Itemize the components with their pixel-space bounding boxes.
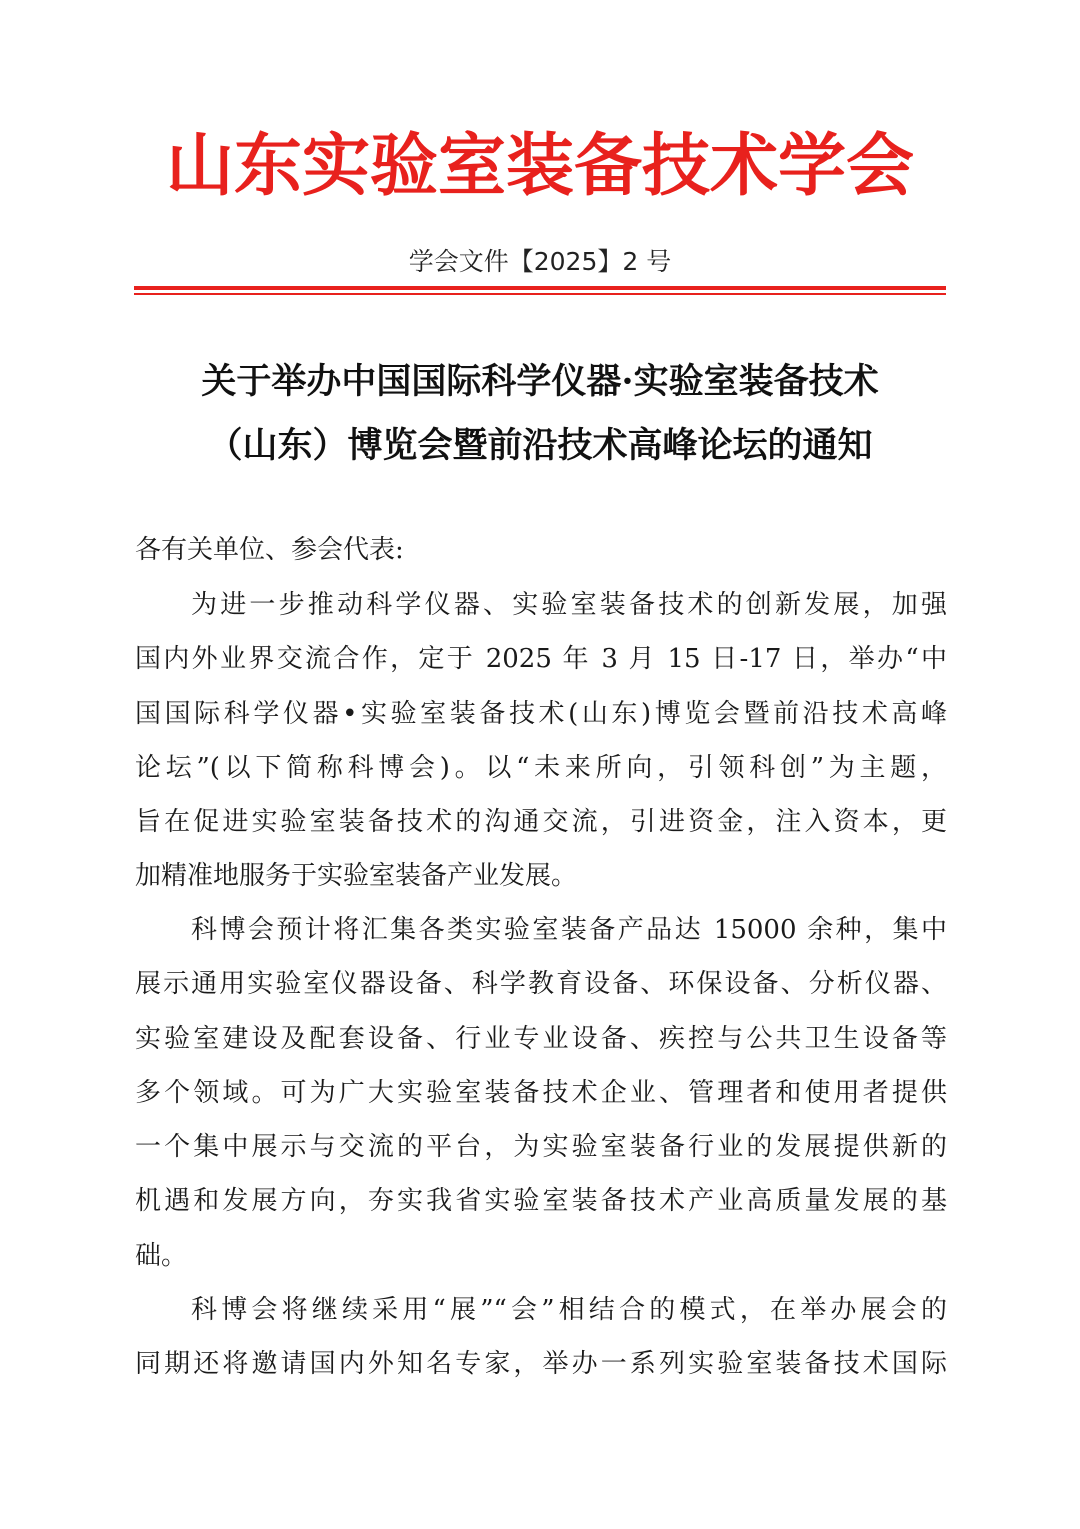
paragraph-line: 机遇和发展方向，夯实我省实验室装备技术产业高质量发展的基 [135,1186,947,1217]
notice-title [80,350,1000,478]
organization-header-title: 山东实验室装备技术学会 [165,127,914,206]
salutation: 各有关单位、参会代表: [135,535,404,565]
paragraph-line: 为进一步推动科学仪器、实验室装备技术的创新发展，加强 [191,590,947,620]
red-header-rule-thick [134,286,946,290]
paragraph-1 [135,578,947,904]
red-header-rule-thin [134,293,946,295]
paragraph-line: 论坛”(以下简称科博会)。以“未来所向，引领科创”为主题， [135,752,947,783]
paragraph-line: 加精准地服务于实验室装备产业发展。 [135,861,578,892]
document-number: 学会文件【2025】2 号 [408,247,672,276]
paragraph-line: 展示通用实验室仪器设备、科学教育设备、环保设备、分析仪器、 [135,969,947,1000]
paragraph-line: 础。 [135,1240,188,1271]
paragraph-line: 科博会将继续采用“展”“会”相结合的模式，在举办展会的 [191,1295,947,1325]
notice-title-line-2: （山东）博览会暨前沿技术高峰论坛的通知 [207,425,873,466]
paragraph-3 [135,1283,947,1392]
paragraph-line: 旨在促进实验室装备技术的沟通交流，引进资金，注入资本，更 [135,807,947,838]
paragraph-line: 实验室建设及配套设备、行业专业设备、疾控与公共卫生设备等 [135,1023,947,1054]
paragraph-2 [135,903,947,1283]
paragraph-line: 多个领域。可为广大实验室装备技术企业、管理者和使用者提供 [135,1077,947,1108]
paragraph-line: 科博会预计将汇集各类实验室装备产品达 15000 余种，集中 [191,915,947,945]
paragraph-line: 国内外业界交流合作，定于 2025 年 3 月 15 日-17 日，举办“中 [135,644,947,675]
paragraph-line: 一个集中展示与交流的平台，为实验室装备行业的发展提供新的 [135,1132,947,1163]
paragraph-line: 同期还将邀请国内外知名专家，举办一系列实验室装备技术国际 [135,1349,947,1380]
paragraph-line: 国国际科学仪器•实验室装备技术(山东)博览会暨前沿技术高峰 [135,698,947,729]
notice-title-line-1: 关于举办中国国际科学仪器·实验室装备技术 [201,361,879,402]
